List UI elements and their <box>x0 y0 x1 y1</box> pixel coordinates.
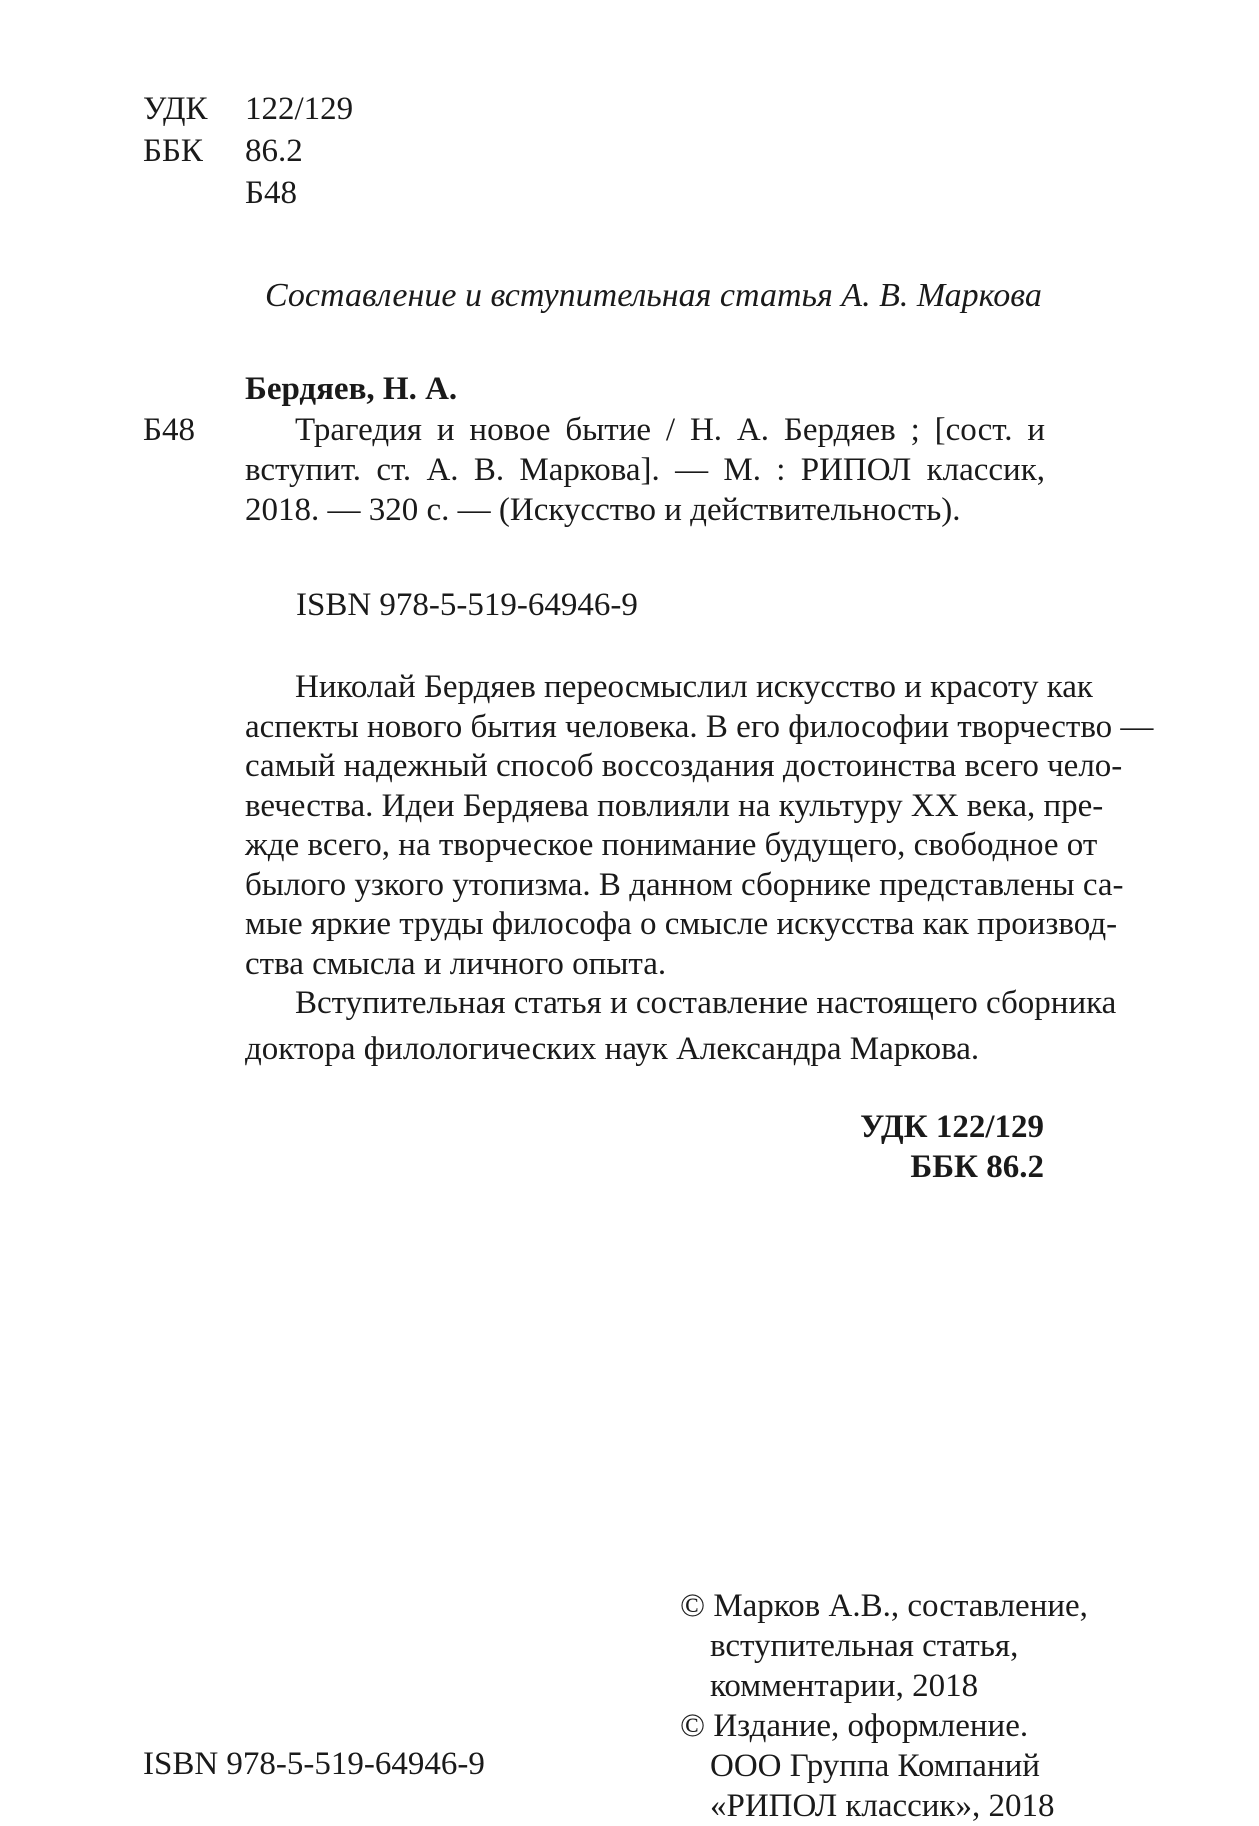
compiler-note: Составление и вступительная статья А. В. Маркова <box>265 277 1042 314</box>
bibliographic-description <box>245 410 1045 530</box>
annotation <box>245 668 1154 1069</box>
annotation-line: Николай Бердяев переосмыслил искусство и красоту как <box>295 669 1093 705</box>
annotation-line: Вступительная статья и составление настоящего сборника <box>295 985 1117 1021</box>
copyright-line: ООО Группа Компаний <box>710 1748 1040 1784</box>
author-mark: Б48 <box>245 175 297 211</box>
udk-value: 122/129 <box>245 91 354 127</box>
annotation-line: былого узкого утопизма. В данном сборнике представлены са- <box>245 866 1124 903</box>
annotation-line: доктора филологических наук Александра Маркова. <box>245 1030 980 1067</box>
bottom-isbn: ISBN 978-5-519-64946-9 <box>143 1746 485 1782</box>
right-udk: УДК 122/129 <box>860 1109 1044 1145</box>
copyright-block <box>680 1586 1088 1826</box>
right-index <box>860 1107 1044 1187</box>
annotation-line: аспекты нового бытия человека. В его философии творчество — <box>245 708 1154 745</box>
right-bbk: ББК 86.2 <box>910 1149 1044 1185</box>
bbk-value: 86.2 <box>245 133 303 169</box>
annotation-line: жде всего, на творческое понимание будущего, свободное от <box>245 827 1098 863</box>
copyright-line: © Издание, оформление. <box>680 1708 1029 1744</box>
copyright-line: вступительная статья, <box>710 1628 1019 1664</box>
record-isbn: ISBN 978-5-519-64946-9 <box>296 587 638 623</box>
biblio-line: 2018. — 320 с. — (Искусство и действительность). <box>245 492 961 528</box>
record-author-mark: Б48 <box>143 412 195 448</box>
copyright-line: комментарии, 2018 <box>710 1668 979 1704</box>
annotation-line: самый надежный способ воссоздания достоинства всего чело- <box>245 748 1123 784</box>
biblio-line: вступит. ст. А. В. Маркова]. — М. : РИПОЛ классик, <box>245 452 1045 488</box>
annotation-line: мые яркие труды философа о смысле искусства как производ- <box>245 906 1118 942</box>
biblio-line: Трагедия и новое бытие / Н. А. Бердяев ; [сост. и <box>295 412 1045 448</box>
record-author: Бердяев, Н. А. <box>245 371 458 407</box>
udk-label: УДК <box>143 91 208 127</box>
copyright-line: «РИПОЛ классик», 2018 <box>710 1788 1055 1824</box>
annotation-line: вечества. Идеи Бердяева повлияли на культуру XX века, пре- <box>245 787 1104 824</box>
copyright-line: © Марков А.В., составление, <box>680 1588 1088 1624</box>
bbk-label: ББК <box>143 133 203 169</box>
annotation-line: ства смысла и личного опыта. <box>245 945 667 982</box>
